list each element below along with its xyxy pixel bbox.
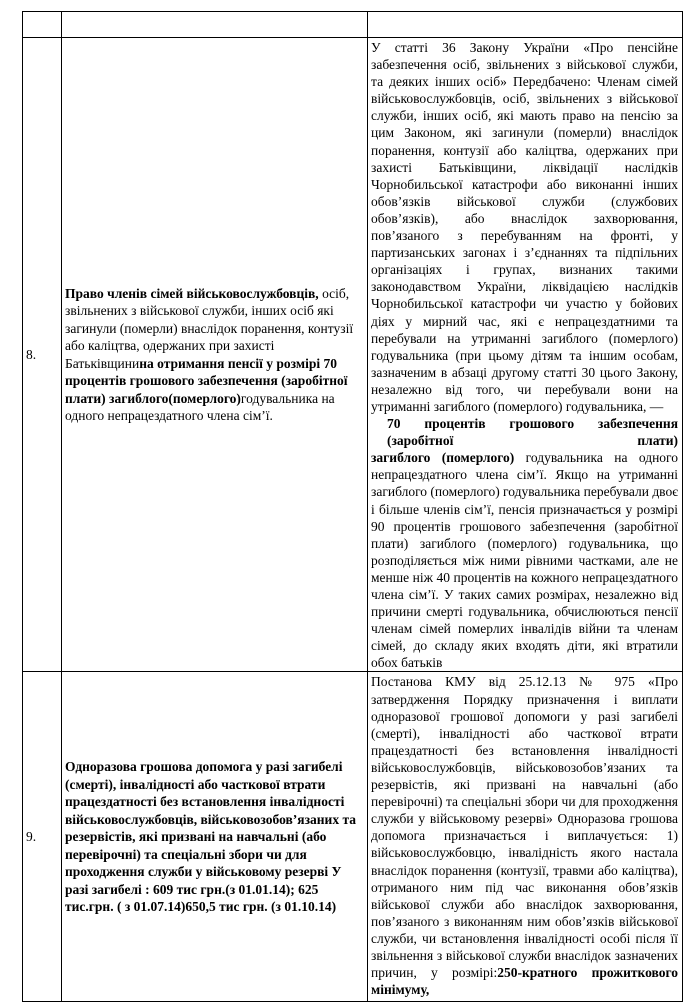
empty-cell (62, 12, 368, 38)
empty-cell (368, 12, 683, 38)
description-text: годувальника на одного непрацездатного члена сім’ї. Якщо на утриманні загиблого (померлого) годувальника перебували двоє і більше членів сім’ї, пенсія призначається у розмірі 90 процентів грошового забезпечення (заробітної плати) загиблого (померлого) годувальника, що розподіляється між ними рівними частками, але не менше ніж 40 процентів на кожного непрацездатного члена сім’ї. У таких самих розмірах, незалежно від причини смерті годувальника, обчислюються пенсії членам сімей померлих інвалідів війни та членам сімей, до складу яких входять діти, які втратили обох батьків (371, 450, 679, 671)
description-text: Постанова КМУ від 25.12.13 № 975 «Про затвердження Порядку призначення і виплати одноразової грошової допомоги у разі загибелі (смерті), інвалідності або часткової втрати працездатності без встановлення інвалідності військовослужбовців, військовозобов’язаних та резервістів, які призвані на навчальні (або перевірочні) та спеціальні збори чи для проходження служби у військовому резерві» Одноразова грошова допомога призначається і виплачується: 1) військовослужбовцю, інвалідність якого настала внаслідок поранення (контузії, травми або каліцтва), отриманого ним під час виконання обов’язків військової служби або внаслідок захворювання, пов’язаного з виконанням ним обов’язків військової служби, чи встановлення інвалідності особі після її звільнення з військової служби внаслідок зазначених причин, у розмірі: (371, 674, 678, 981)
row-description (368, 38, 683, 672)
title-bold-part: Право членів сімей військовослужбовців, (65, 285, 319, 301)
empty-cell (23, 12, 62, 38)
row-description (368, 672, 683, 1002)
row-number: 8. (23, 38, 62, 672)
row-title (62, 38, 368, 672)
document-table (22, 11, 683, 1002)
description-bold-text: 250-кратного прожиткового мінімуму, (371, 965, 678, 998)
description-text: У статті 36 Закону України «Про пенсійне забезпечення осіб, звільнених з військової служби, та деяких інших осіб» Передбачено: Членам сімей військовослужбовців, осіб, звільнених з військової служби, інших осіб, які мають право на пенсію за цим Законом, які загинули (померли) внаслідок поранення, контузії або каліцтва, одержаних при захисті Батьківщини, ліквідації наслідків Чорнобильської катастрофи або виконанні інших обов’язків військової служби (службових обов’язків), або внаслідок захворювання, пов’язаного з перебуванням на фронті, у партизанських загонах і з’єднаннях та підпільних організаціях і групах, визнаних такими законодавством України, ліквідацією наслідків Чорнобильської катастрофи чи участю у бойових діях у мирний час, які є непрацездатними та перебували на утриманні загиблого (померлого) годувальника (при цьому дітям та іншим особам, зазначеним в абзаці другому статті 30 цього Закону, незалежно від того, чи перебували вони на утриманні загиблого (померлого) годувальника, — (371, 40, 678, 414)
table-row (23, 672, 683, 1002)
description-bold-text: 70 процентів грошового забезпечення (заробітної плати) (387, 416, 678, 449)
title-text-part: осіб, звільнених з військової служби, інших осіб які загинули (померли) внаслідок поранення, контузії або каліцтва, одержаних при захисті Батьківщини (65, 285, 354, 371)
table-row-header-empty (23, 12, 683, 38)
description-bold-text: загиблого (померлого) (371, 450, 515, 466)
table-row (23, 38, 683, 672)
title-bold-part: на отримання пенсії у розмірі 70 процентів грошового забезпечення (заробітної плати) загиблого(померлого) (65, 355, 348, 406)
row-title (62, 672, 368, 1002)
row-number: 9. (23, 672, 62, 1002)
title-bold-part: Одноразова грошова допомога у разі загибелі (смерті), інвалідності або часткової втрати працездатності без встановлення інвалідності військовослужбовців, військовозобов’язаних та резервістів, які призвані на навчальні (або перевірочні) та спеціальні збори чи для проходження служби у військовому резерві У разі загибелі : 609 тис грн.(з 01.01.14); 625 тис.грн. ( з 01.07.14)650,5 тис грн. (з 01.10.14) (65, 759, 356, 915)
title-text-part: годувальника на одного непрацездатного члена сім’ї. (65, 390, 335, 424)
